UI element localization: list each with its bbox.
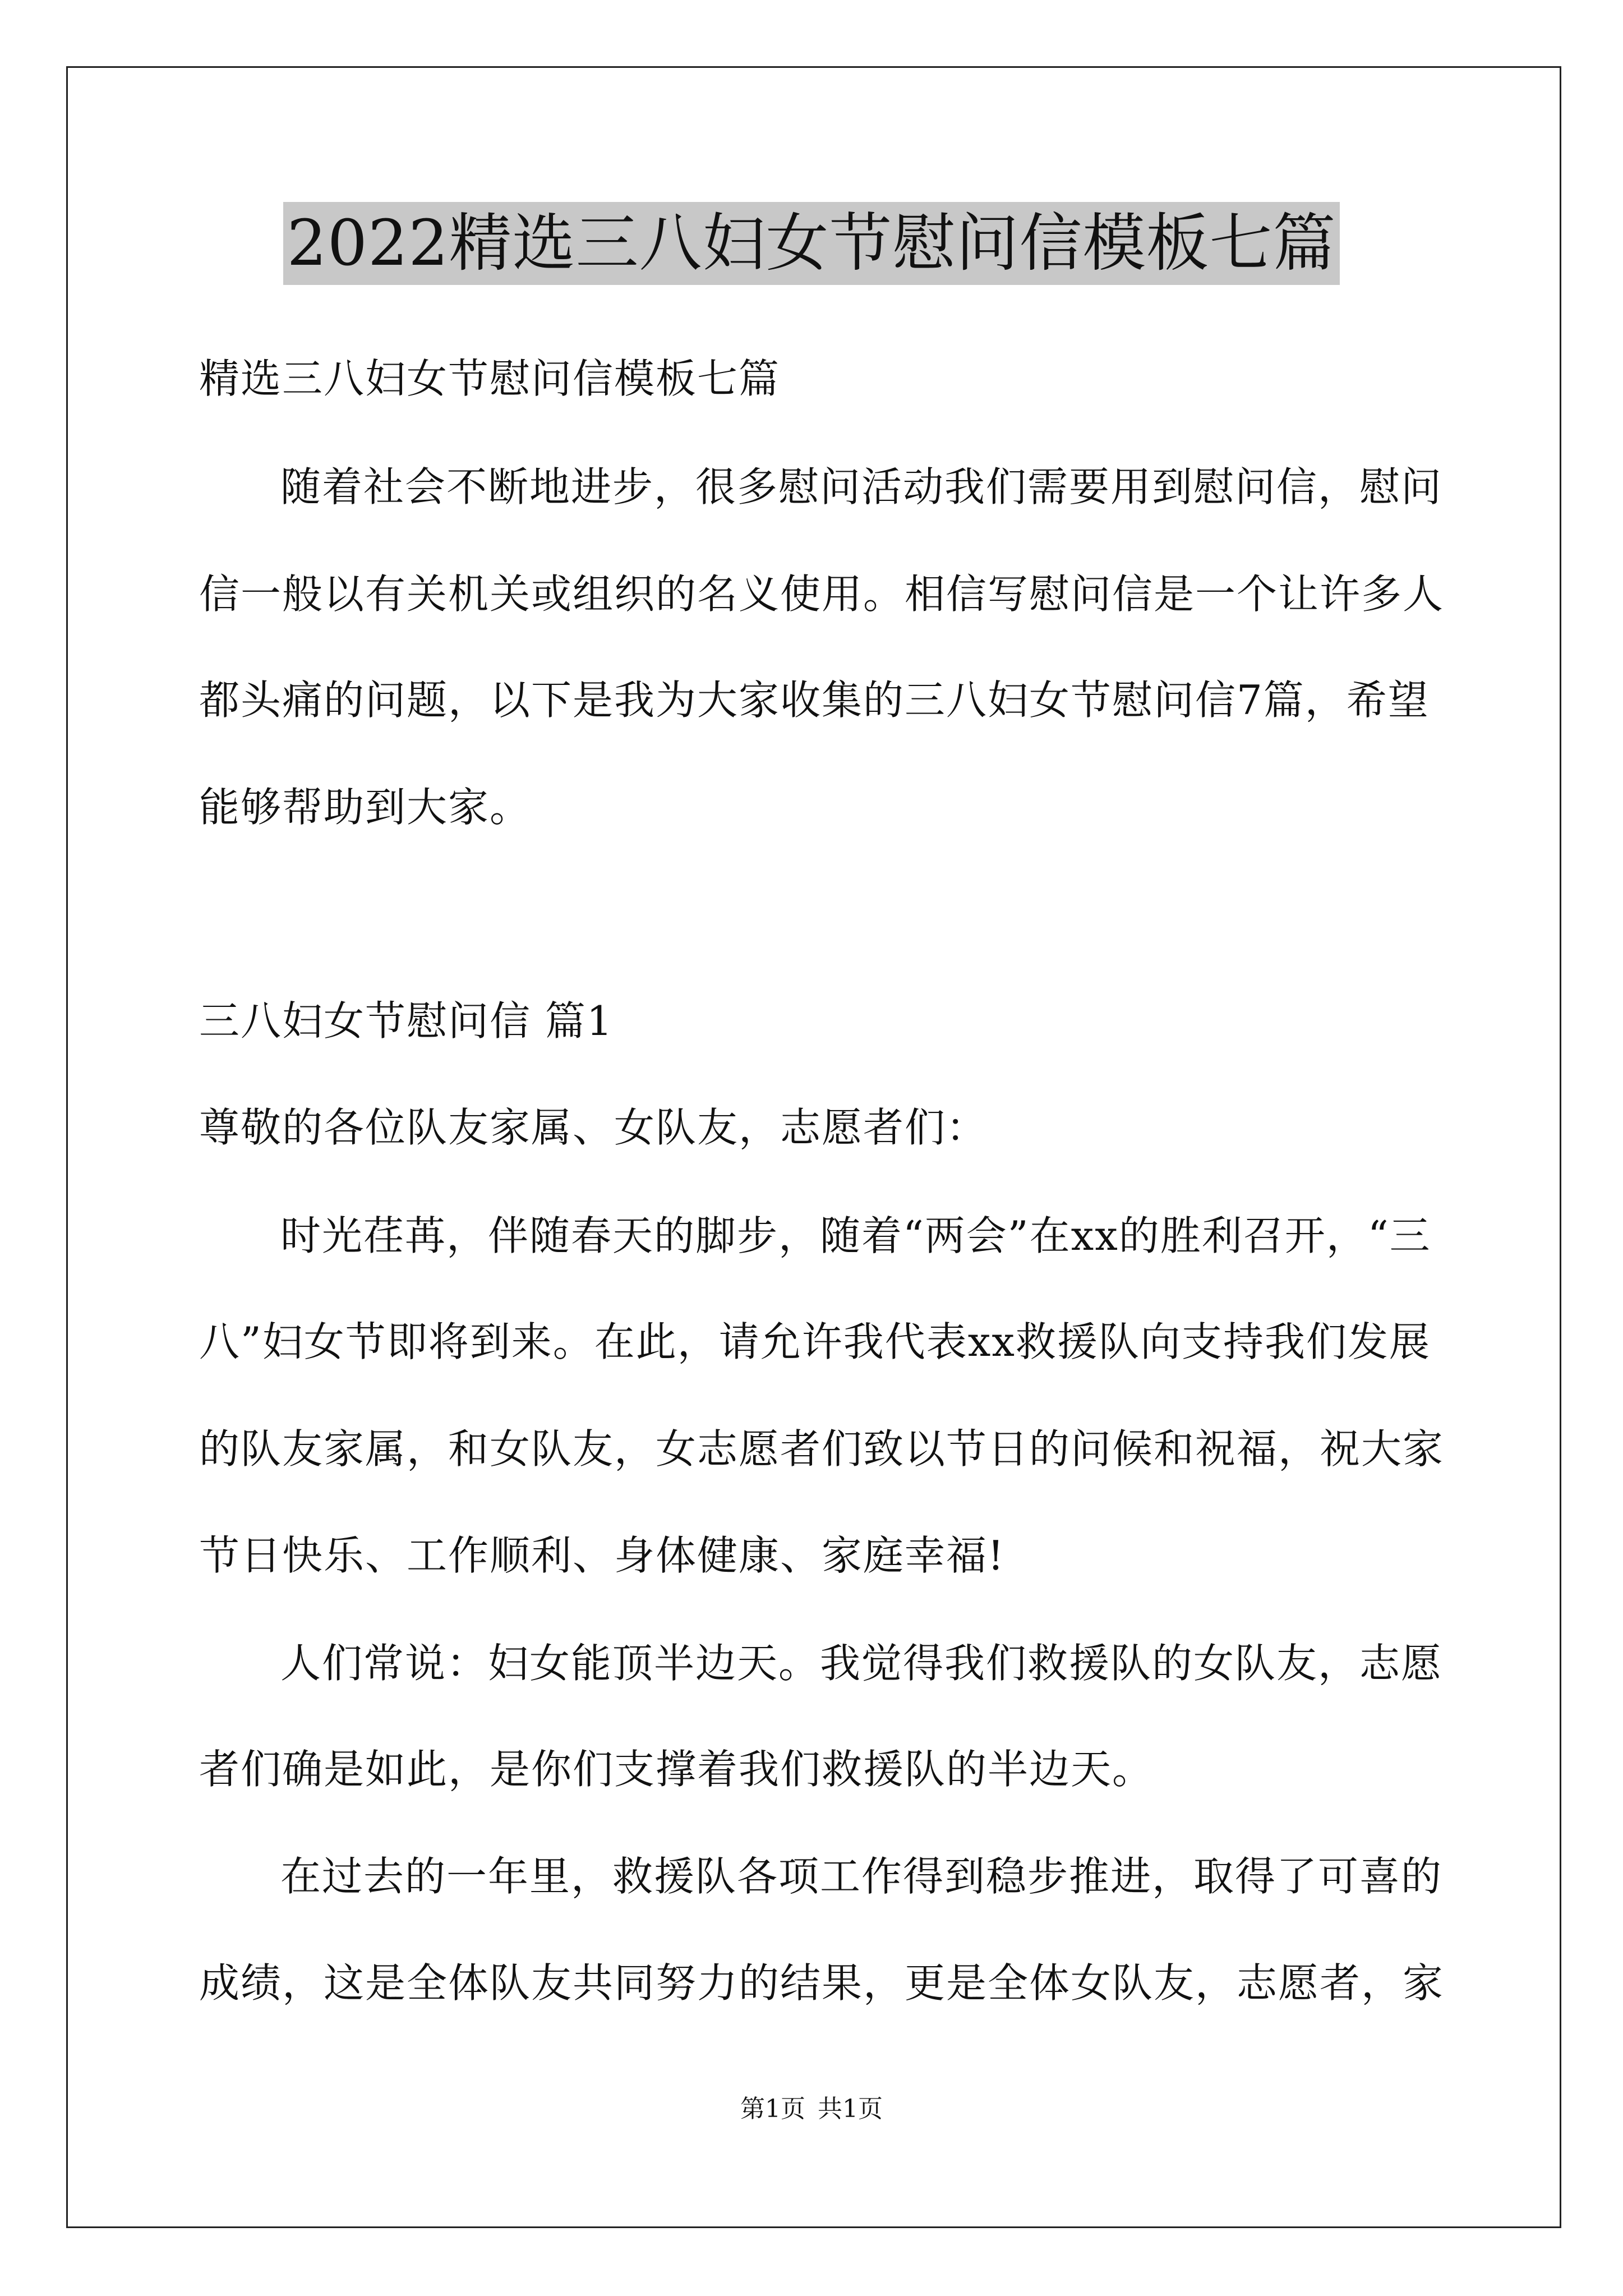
page-footer bbox=[0, 2092, 1623, 2126]
body-line: 的队友家属，和女队友，女志愿者们致以节日的问候和祝福，祝大家 bbox=[199, 1425, 1445, 1473]
body-line: 节日快乐、工作顺利、身体健康、家庭幸福! bbox=[199, 1532, 1005, 1579]
body-line: 八”妇女节即将到来。在此，请允许我代表xx救援队向支持我们发展 bbox=[199, 1318, 1431, 1365]
body-line: 都头痛的问题，以下是我为大家收集的三八妇女节慰问信7篇，希望 bbox=[199, 677, 1430, 724]
body-line: 在过去的一年里，救援队各项工作得到稳步推进，取得了可喜的 bbox=[280, 1853, 1443, 1900]
body-line: 者们确是如此，是你们支撑着我们救援队的半边天。 bbox=[199, 1746, 1154, 1793]
body-line: 随着社会不断地进步，很多慰问活动我们需要用到慰问信，慰问 bbox=[280, 463, 1443, 510]
body-line: 成绩，这是全体队友共同努力的结果，更是全体女队友，志愿者，家 bbox=[199, 1959, 1445, 2007]
body-line: 能够帮助到大家。 bbox=[199, 784, 532, 831]
subtitle-line: 精选三八妇女节慰问信模板七篇 bbox=[199, 355, 781, 402]
title-container bbox=[0, 202, 1623, 285]
page-total: 共1页 bbox=[818, 2095, 883, 2123]
page-number: 第1页 bbox=[740, 2095, 805, 2123]
body-line: 人们常说：妇女能顶半边天。我觉得我们救援队的女队友，志愿 bbox=[280, 1640, 1443, 1687]
document-title: 2022精选三八妇女节慰问信模板七篇 bbox=[283, 202, 1339, 285]
salutation-line: 尊敬的各位队友家属、女队友，志愿者们： bbox=[199, 1104, 988, 1151]
body-line: 信一般以有关机关或组织的名义使用。相信写慰问信是一个让许多人 bbox=[199, 570, 1445, 618]
body-line: 时光荏苒，伴随春天的脚步，随着“两会”在xx的胜利召开，“三 bbox=[280, 1212, 1431, 1259]
section-heading: 三八妇女节慰问信 篇1 bbox=[199, 997, 614, 1045]
